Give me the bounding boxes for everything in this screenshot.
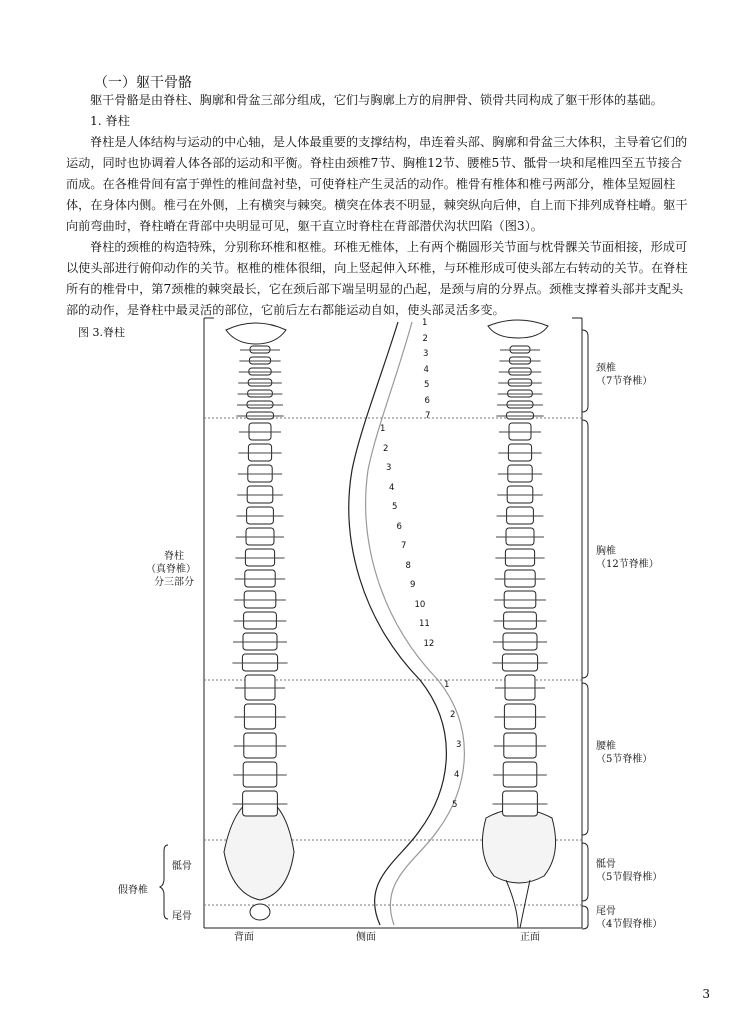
label-spine: 脊柱 （真脊椎） 分三部分 xyxy=(146,551,196,588)
paragraph-cervical: 脊柱的颈椎的构造特殊，分别称环椎和枢椎。环椎无椎体，上有两个椭圆形关节面与枕骨髁关节面相接，形成可以使头部进行俯仰动作的关节。枢椎的椎体很细，向上竖起伸入环椎，与环椎形成可使头部左右转动的关节。在脊柱所有的椎骨中，第7颈椎的棘突最长，它在颈后部下端呈明显的凸起，是颈与肩的分界点。颈椎支撑着头部并支配头部的动作，是脊柱中最灵活的部位，它前后左右都能运动自如，使头部灵活多变。 xyxy=(66,240,688,317)
side-number-lumbar: 4 xyxy=(454,770,460,780)
side-number-lumbar: 2 xyxy=(450,710,456,720)
side-number-cervical: 1 xyxy=(422,318,428,328)
label-coccyx-right: 尾骨 （4节假脊椎） xyxy=(596,906,663,930)
view-label-front: 正面 xyxy=(520,932,540,943)
side-number-thoracic: 9 xyxy=(410,580,416,590)
side-number-cervical: 4 xyxy=(423,364,429,375)
side-number-lumbar: 1 xyxy=(444,680,450,690)
side-number-lumbar: 3 xyxy=(456,740,462,750)
side-number-thoracic: 11 xyxy=(419,619,430,629)
label-cervical: 颈椎 （7节脊椎） xyxy=(596,363,653,387)
side-number-cervical: 5 xyxy=(424,380,430,390)
side-number-thoracic: 8 xyxy=(405,560,411,571)
subheading-spine: 1. 脊柱 xyxy=(90,114,130,128)
side-number-thoracic: 12 xyxy=(423,638,435,649)
side-number-thoracic: 4 xyxy=(389,482,395,493)
side-number-cervical: 3 xyxy=(423,349,429,359)
side-number-thoracic: 10 xyxy=(414,599,426,610)
figure-caption: 图 3.脊柱 xyxy=(78,326,125,339)
side-number-lumbar: 5 xyxy=(452,800,458,810)
side-number-cervical: 7 xyxy=(425,411,431,421)
side-number-cervical: 6 xyxy=(424,395,430,406)
side-number-thoracic: 5 xyxy=(392,502,398,512)
paragraph-spine: 脊柱是人体结构与运动的中心轴，是人体最重要的支撑结构，串连着头部、胸廓和骨盆三大体积，主导着它们的运动，同时也协调着人体各部的运动和平衡。脊柱由颈椎7节、胸椎12节、腰椎5节、骶骨一块和尾椎四至五节接合而成。在各椎骨间有富于弹性的椎间盘衬垫，可使脊柱产生灵活的动作。椎骨有椎体和椎弓两部分，椎体呈短圆柱体，在身体内侧。椎弓在外侧，上有横突与棘突。横突在体表不明显，棘突纵向后伸，自上而下排列成脊柱嵴。躯干向前弯曲时，脊柱嵴在背部中央明显可见，躯干直立时脊柱在背部潜伏沟状凹陷（图3）。 xyxy=(66,135,688,233)
side-number-thoracic: 7 xyxy=(401,541,407,551)
side-number-thoracic: 3 xyxy=(386,463,392,473)
view-label-side: 侧面 xyxy=(356,932,376,943)
label-lumbar: 腰椎 （5节脊椎） xyxy=(596,741,653,765)
view-label-back: 背面 xyxy=(234,932,254,943)
label-coccyx-left: 尾骨 xyxy=(172,911,192,922)
side-number-cervical: 2 xyxy=(422,333,428,344)
spine-side-view xyxy=(349,322,465,925)
page-number: 3 xyxy=(702,987,710,1001)
side-number-thoracic: 1 xyxy=(380,424,386,434)
side-number-thoracic: 6 xyxy=(396,521,402,532)
label-thoracic: 胸椎 （12节脊椎） xyxy=(596,546,659,570)
section-heading: （一）躯干骨骼 xyxy=(94,75,192,91)
paragraph-intro: 躯干骨骼是由脊柱、胸廓和骨盆三部分组成，它们与胸廓上方的肩胛骨、锁骨共同构成了躯干形体的基础。 xyxy=(90,93,663,107)
label-sacrum-right: 骶骨 （5节假脊椎） xyxy=(596,859,663,883)
label-false-vertebrae: 假脊椎 xyxy=(118,885,148,896)
label-sacrum-left: 骶骨 xyxy=(172,861,192,872)
side-number-thoracic: 2 xyxy=(383,443,389,454)
